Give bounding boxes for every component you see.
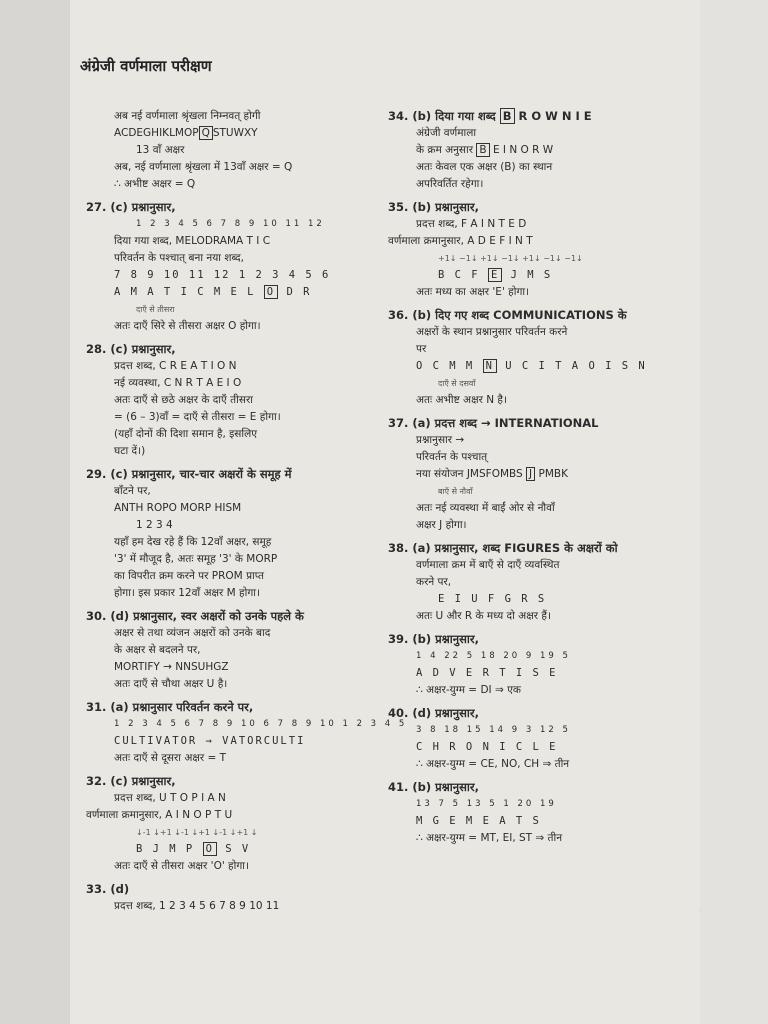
answer-line: बाएँ से नौवाँ bbox=[438, 487, 473, 496]
answer-line: परिवर्तन के पश्चात् बना नया शब्द, bbox=[114, 252, 244, 264]
answer-line: परिवर्तन के पश्चात् bbox=[416, 451, 488, 463]
answer-block-q32 bbox=[86, 773, 376, 875]
answer-line: 1 2 3 4 5 6 7 8 9 10 11 12 bbox=[136, 219, 325, 229]
question-heading: 38. (a) प्रश्नानुसार, शब्द FIGURES के अक्षरों को bbox=[388, 541, 618, 555]
answer-line: ∴ अक्षर-युग्म = MT, EI, ST ⇒ तीन bbox=[416, 832, 563, 844]
answer-block-q30 bbox=[86, 608, 376, 693]
question-heading: 35. (b) प्रश्नानुसार, bbox=[388, 200, 479, 214]
book-page bbox=[70, 0, 700, 1024]
answer-line: +1↓ −1↓ +1↓ −1↓ +1↓ −1↓ −1↓ bbox=[438, 254, 583, 263]
answer-block-q28 bbox=[86, 341, 376, 460]
answer-line: के अक्षर से बदलने पर, bbox=[114, 644, 201, 656]
answer-line: (यहाँ दोनों की दिशा समान है, इसलिए bbox=[114, 428, 258, 440]
answer-line: ∴ अभीष्ट अक्षर = Q bbox=[114, 178, 196, 190]
answer-line: बाँटने पर, bbox=[114, 485, 151, 497]
boxed-letter: J bbox=[526, 467, 535, 481]
boxed-letter: O bbox=[264, 285, 278, 299]
question-heading: 29. (c) प्रश्नानुसार, चार-चार अक्षरों के समूह में bbox=[86, 467, 292, 481]
right-page-edge bbox=[700, 0, 768, 1024]
answer-line: E I U F G R S bbox=[438, 593, 547, 605]
answer-line: अक्षरों के स्थान प्रश्नानुसार परिवर्तन करने bbox=[416, 326, 568, 338]
answer-line: ∴ अक्षर-युग्म = DI ⇒ एक bbox=[416, 684, 521, 696]
answer-line: 13 7 5 13 5 1 20 19 bbox=[416, 799, 557, 809]
page-header: अंग्रेजी वर्णमाला परीक्षण bbox=[80, 57, 212, 75]
answer-line: O C M M N U C I T A O I S N bbox=[416, 360, 647, 372]
answer-block-q36 bbox=[388, 307, 678, 409]
answer-line: अंग्रेजी वर्णमाला bbox=[416, 127, 477, 139]
answer-line: अतः मध्य का अक्षर 'E' होगा। bbox=[416, 286, 530, 298]
answer-line: A M A T I C M E L O D R bbox=[114, 286, 312, 298]
left-page-edge bbox=[0, 0, 70, 1024]
answer-line: वर्णमाला क्रमानुसार, A D E F I N T bbox=[388, 235, 533, 247]
answer-line: अतः दाएँ से छठे अक्षर के दाएँ तीसरा bbox=[114, 394, 253, 406]
answer-line: 13 वाँ अक्षर bbox=[136, 144, 185, 156]
answer-line: के क्रम अनुसार B E I N O R W bbox=[416, 144, 554, 156]
answer-line: दाएँ से दसवाँ bbox=[438, 379, 476, 388]
answer-line: प्रदत्त शब्द, C R E A T I O N bbox=[114, 360, 237, 372]
answer-line: ∴ अक्षर-युग्म = CE, NO, CH ⇒ तीन bbox=[416, 758, 570, 770]
answer-block-q35 bbox=[388, 199, 678, 301]
answer-line: अतः दाएँ से चौथा अक्षर U है। bbox=[114, 678, 228, 690]
answer-block-q41 bbox=[388, 779, 678, 847]
answer-line: 1 2 3 4 bbox=[136, 519, 173, 531]
answer-line: CULTIVATOR → VATORCULTI bbox=[114, 735, 306, 747]
question-heading: 31. (a) प्रश्नानुसार परिवर्तन करने पर, bbox=[86, 700, 254, 714]
answer-line: का विपरीत क्रम करने पर PROM प्राप्त bbox=[114, 570, 264, 582]
answer-line: 7 8 9 10 11 12 1 2 3 4 5 6 bbox=[114, 269, 331, 281]
question-heading: 30. (d) प्रश्नानुसार, स्वर अक्षरों को उनके पहले के bbox=[86, 609, 304, 623]
boxed-letter: B bbox=[500, 108, 515, 124]
answer-line: नई व्यवस्था, C N R T A E I O bbox=[114, 377, 242, 389]
answer-line: ANTH ROPO MORP HISM bbox=[114, 502, 242, 514]
answer-line: = (6 – 3)वाँ = दाएँ से तीसरा = E होगा। bbox=[114, 411, 281, 423]
boxed-letter: N bbox=[483, 359, 497, 373]
answer-block-q34 bbox=[388, 108, 678, 193]
answer-block-q37 bbox=[388, 415, 678, 534]
answer-line: अतः दाएँ से दूसरा अक्षर = T bbox=[114, 752, 227, 764]
answer-line: होगा। इस प्रकार 12वाँ अक्षर M होगा। bbox=[114, 587, 260, 599]
answer-line: अक्षर J होगा। bbox=[416, 519, 467, 531]
answer-line: अतः केवल एक अक्षर (B) का स्थान bbox=[416, 161, 553, 173]
answer-line: M G E M E A T S bbox=[416, 815, 541, 827]
right-column bbox=[388, 108, 678, 853]
question-heading: 40. (d) प्रश्नानुसार, bbox=[388, 706, 479, 720]
answer-block-q40 bbox=[388, 705, 678, 773]
answer-line: अपरिवर्तित रहेगा। bbox=[416, 178, 484, 190]
answer-line: दाएँ से तीसरा bbox=[136, 305, 175, 314]
answer-line: '3' में मौजूद है, अतः समूह '3' के MORP bbox=[114, 553, 278, 565]
answer-line: प्रश्नानुसार → bbox=[416, 434, 465, 446]
answer-line: प्रदत्त शब्द, U T O P I A N bbox=[114, 792, 226, 804]
boxed-letter: E bbox=[488, 268, 502, 282]
question-heading: 32. (c) प्रश्नानुसार, bbox=[86, 774, 176, 788]
answer-line: अब नई वर्णमाला श्रृंखला निम्नवत् होगी bbox=[114, 110, 261, 122]
boxed-letter: Q bbox=[199, 126, 213, 140]
answer-block-q31 bbox=[86, 699, 408, 767]
answer-line: अक्षर से तथा व्यंजन अक्षरों को उनके बाद bbox=[114, 627, 271, 639]
answer-block-q33 bbox=[86, 881, 376, 915]
question-heading: 33. (d) bbox=[86, 882, 130, 896]
left-column bbox=[86, 108, 408, 921]
boxed-letter: B bbox=[476, 143, 489, 157]
answer-line: B C F E J M S bbox=[438, 269, 553, 281]
answer-line: पर bbox=[416, 343, 427, 355]
question-heading: 28. (c) प्रश्नानुसार, bbox=[86, 342, 176, 356]
answer-line: दिया गया शब्द, MELODRAMA T I C bbox=[114, 235, 271, 247]
answer-line: अब, नई वर्णमाला श्रृंखला में 13वाँ अक्षर = Q bbox=[114, 161, 293, 173]
answer-line: A D V E R T I S E bbox=[416, 667, 558, 679]
answer-block-q26 bbox=[86, 108, 376, 193]
answer-line: वर्णमाला क्रमानुसार, A I N O P T U bbox=[86, 809, 233, 821]
boxed-letter: O bbox=[203, 842, 217, 856]
answer-line: ACDEGHIKLMOP Q STUWXY bbox=[114, 127, 258, 139]
question-heading: 34. (b) दिया गया शब्द B R O W N I E bbox=[388, 109, 592, 123]
question-heading: 27. (c) प्रश्नानुसार, bbox=[86, 200, 176, 214]
question-heading: 36. (b) दिए गए शब्द COMMUNICATIONS के bbox=[388, 308, 627, 322]
answer-line: प्रदत्त शब्द, F A I N T E D bbox=[416, 218, 527, 230]
answer-line: 3 8 18 15 14 9 3 12 5 bbox=[416, 725, 571, 735]
question-heading: 37. (a) प्रदत्त शब्द → INTERNATIONAL bbox=[388, 416, 599, 430]
answer-line: अतः अभीष्ट अक्षर N है। bbox=[416, 394, 507, 406]
answer-line: करने पर, bbox=[416, 576, 452, 588]
answer-line: यहाँ हम देख रहे हैं कि 12वाँ अक्षर, समूह bbox=[114, 536, 272, 548]
answer-line: 1 2 3 4 5 6 7 8 9 10 6 7 8 9 10 1 2 3 4 5 bbox=[114, 719, 408, 729]
question-heading: 39. (b) प्रश्नानुसार, bbox=[388, 632, 479, 646]
question-heading: 41. (b) प्रश्नानुसार, bbox=[388, 780, 479, 794]
answer-line: अतः दाएँ से तीसरा अक्षर 'O' होगा। bbox=[114, 860, 249, 872]
answer-block-q27 bbox=[86, 199, 376, 335]
answer-line: ↓-1 ↓+1 ↓-1 ↓+1 ↓-1 ↓+1 ↓ bbox=[136, 828, 258, 837]
answer-line: अतः नई व्यवस्था में बाईं ओर से नौवाँ bbox=[416, 502, 555, 514]
answer-line: वर्णमाला क्रम में बाएँ से दाएँ व्यवस्थित bbox=[416, 559, 560, 571]
answer-line: नया संयोजन JMSFOMBS J PMBK bbox=[416, 468, 568, 480]
answer-line: MORTIFY → NNSUHGZ bbox=[114, 661, 229, 673]
answer-line: प्रदत्त शब्द, 1 2 3 4 5 6 7 8 9 10 11 bbox=[114, 900, 280, 912]
answer-line: C H R O N I C L E bbox=[416, 741, 558, 753]
answer-line: घटा दें।) bbox=[114, 445, 146, 457]
answer-line: अतः U और R के मध्य दो अक्षर हैं। bbox=[416, 610, 551, 622]
answer-block-q39 bbox=[388, 631, 678, 699]
answer-line: B J M P O S V bbox=[136, 843, 251, 855]
answer-block-q38 bbox=[388, 540, 678, 625]
answer-line: 1 4 22 5 18 20 9 19 5 bbox=[416, 651, 571, 661]
answer-block-q29 bbox=[86, 466, 376, 602]
answer-line: अतः दाएँ सिरे से तीसरा अक्षर O होगा। bbox=[114, 320, 261, 332]
